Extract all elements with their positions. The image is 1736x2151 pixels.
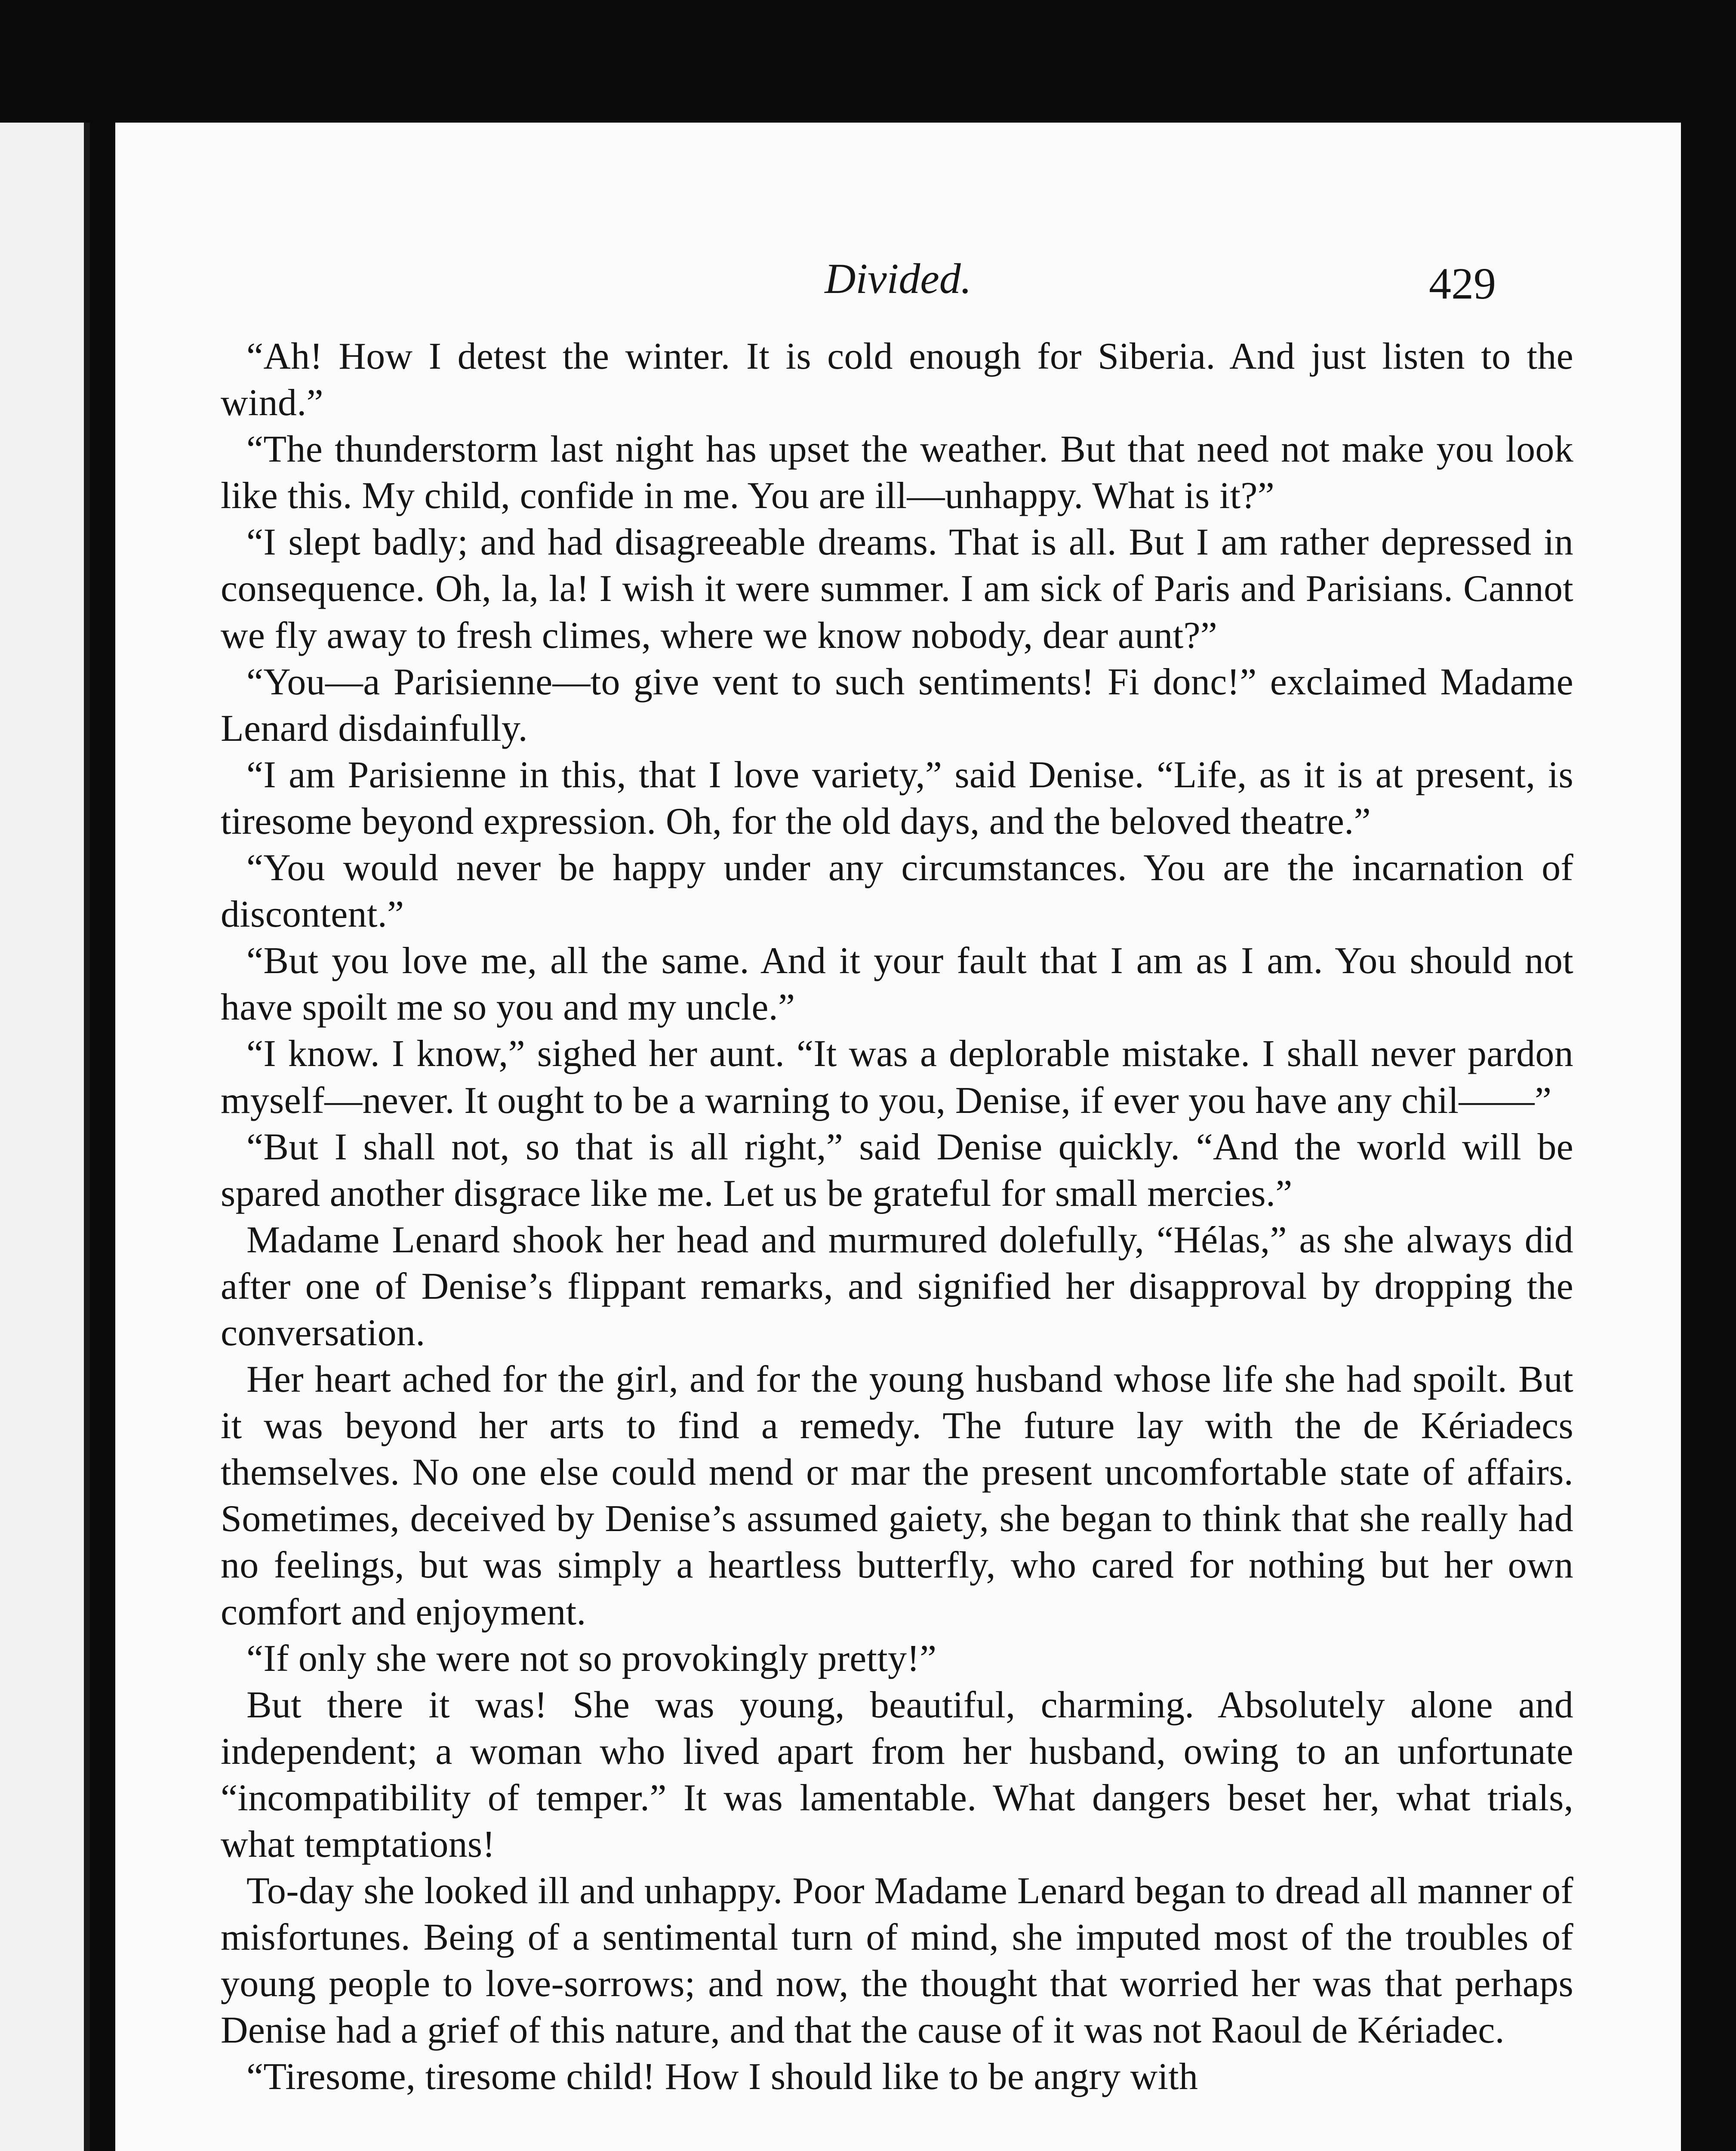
paragraph: “The thunderstorm last night has upset the weather. But that need not make you look like this. My child, confide in me. You are ill—unhappy. What is it?” — [221, 428, 1573, 517]
paragraph: “If only she were not so provokingly pretty!” — [246, 1637, 937, 1680]
chapter-title: Divided. — [825, 255, 972, 302]
paragraph: “I know. I know,” sighed her aunt. “It was a deplorable mistake. I shall never pardon myself—never. It ought to be a warning to you, Denise, if ever you have any chil——” — [221, 1033, 1573, 1122]
paragraph: To-day she looked ill and unhappy. Poor Madame Lenard began to dread all manner of misfortunes. Being of a sentimental turn of mind, she imputed most of the troubles of young people to love-sorrows; and now, the thought that worried her was that perhaps Denise had a grief of this nature, and that the cause of it was not Raoul de Kériadec. — [221, 1870, 1573, 2052]
facing-page-edge — [0, 123, 90, 2151]
book-page — [115, 123, 1681, 2151]
paragraph: “You—a Parisienne—to give vent to such sentiments! Fi donc!” exclaimed Madame Lenard disdainfully. — [221, 661, 1573, 749]
paragraph: “You would never be happy under any circumstances. You are the incarnation of discontent.” — [221, 847, 1573, 936]
paragraph: Her heart ached for the girl, and for the young husband whose life she had spoilt. But it was beyond her arts to find a remedy. The future lay with the de Kériadecs themselves. No one else could mend or mar the present uncomfortable state of affairs. Sometimes, deceived by Denise’s assumed gaiety, she began to think that she really had no feelings, but was simply a heartless butterfly, who cared for nothing but her own comfort and enjoyment. — [221, 1359, 1573, 1633]
paragraph: “Ah! How I detest the winter. It is cold enough for Siberia. And just listen to the wind.” — [221, 336, 1573, 424]
running-head — [115, 254, 1681, 310]
paragraph: “But I shall not, so that is all right,” said Denise quickly. “And the world will be spared another disgrace like me. Let us be grateful for small mercies.” — [221, 1126, 1573, 1214]
paragraph: “But you love me, all the same. And it your fault that I am as I am. You should not have spoilt me so you and my uncle.” — [221, 940, 1573, 1029]
paragraph: Madame Lenard shook her head and murmured dolefully, “Hélas,” as she always did after one of Denise’s flippant remarks, and signified her disapproval by dropping the conversation. — [221, 1219, 1573, 1354]
paragraph: “I slept badly; and had disagreeable dreams. That is all. But I am rather depressed in consequence. Oh, la, la! I wish it were summer. I am sick of Paris and Parisians. Cannot we fly away to fresh climes, where we know nobody, dear aunt?” — [221, 521, 1573, 656]
paragraph: But there it was! She was young, beautiful, charming. Absolutely alone and independent; a woman who lived apart from her husband, owing to an unfortunate “incompatibility of temper.” It was lamentable. What dangers beset her, what trials, what temptations! — [221, 1684, 1573, 1865]
paragraph: “I am Parisienne in this, that I love variety,” said Denise. “Life, as it is at present, is tiresome beyond expression. Oh, for the old days, and the beloved theatre.” — [221, 754, 1573, 842]
paragraph: “Tiresome, tiresome child! How I should like to be angry with — [246, 2056, 1198, 2098]
page-number: 429 — [1429, 259, 1496, 308]
body-text — [221, 333, 1573, 2101]
